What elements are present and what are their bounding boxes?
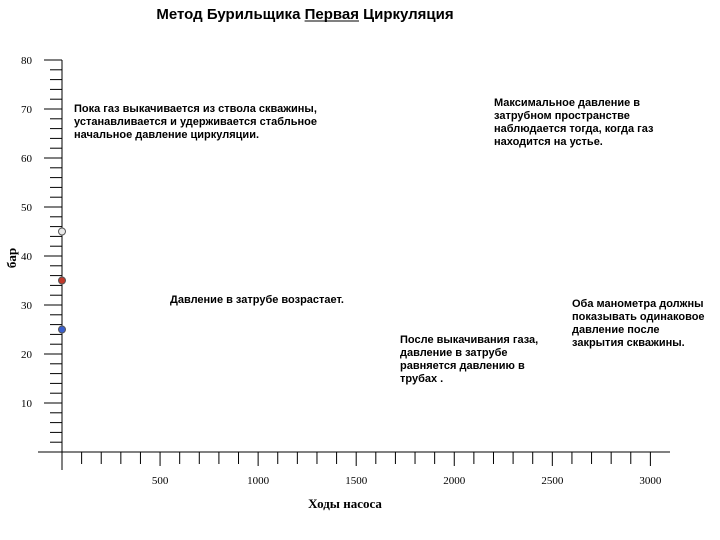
title-underlined-word: Первая xyxy=(304,6,359,23)
y-tick-label: 30 xyxy=(21,300,32,312)
x-tick-label: 3000 xyxy=(639,475,662,487)
y-tick-label: 10 xyxy=(21,398,32,410)
note-annulus-rises: Давление в затрубе возрастает. xyxy=(170,294,344,306)
y-tick-label: 60 xyxy=(21,153,32,165)
point-blue xyxy=(59,326,66,333)
x-axis-label: Ходы насоса xyxy=(308,496,382,511)
note-after-gas: После выкачивания газа, давление в затрубе равняется давлению в трубах . xyxy=(400,334,539,385)
note-max-pressure: Максимальное давление в затрубном пространстве наблюдается тогда, когда газ находится на устье. xyxy=(494,97,654,148)
x-tick-label: 2500 xyxy=(541,475,564,487)
x-tick-label: 1500 xyxy=(345,475,368,487)
y-tick-label: 80 xyxy=(21,55,32,67)
point-red xyxy=(59,277,66,284)
point-white xyxy=(59,228,66,235)
x-tick-label: 2000 xyxy=(443,475,466,487)
title-part: Циркуляция xyxy=(358,6,454,23)
note-gas-pumping: Пока газ выкачивается из ствола скважины, устанавливается и удерживается стабльное начальное давление циркуляции. xyxy=(74,103,317,141)
x-tick-label: 500 xyxy=(151,475,169,487)
note-both-gauges: Оба манометра должны показывать одинаковое давление после закрытия скважины. xyxy=(572,298,705,349)
chart-title xyxy=(156,6,453,23)
y-tick-label: 50 xyxy=(21,202,32,214)
y-tick-label: 70 xyxy=(21,104,32,116)
title-part: Метод Бурильщика xyxy=(156,6,305,23)
y-axis-label: бар xyxy=(4,247,19,269)
x-tick-label: 1000 xyxy=(247,475,270,487)
y-tick-label: 40 xyxy=(21,251,32,263)
y-tick-label: 20 xyxy=(21,349,32,361)
